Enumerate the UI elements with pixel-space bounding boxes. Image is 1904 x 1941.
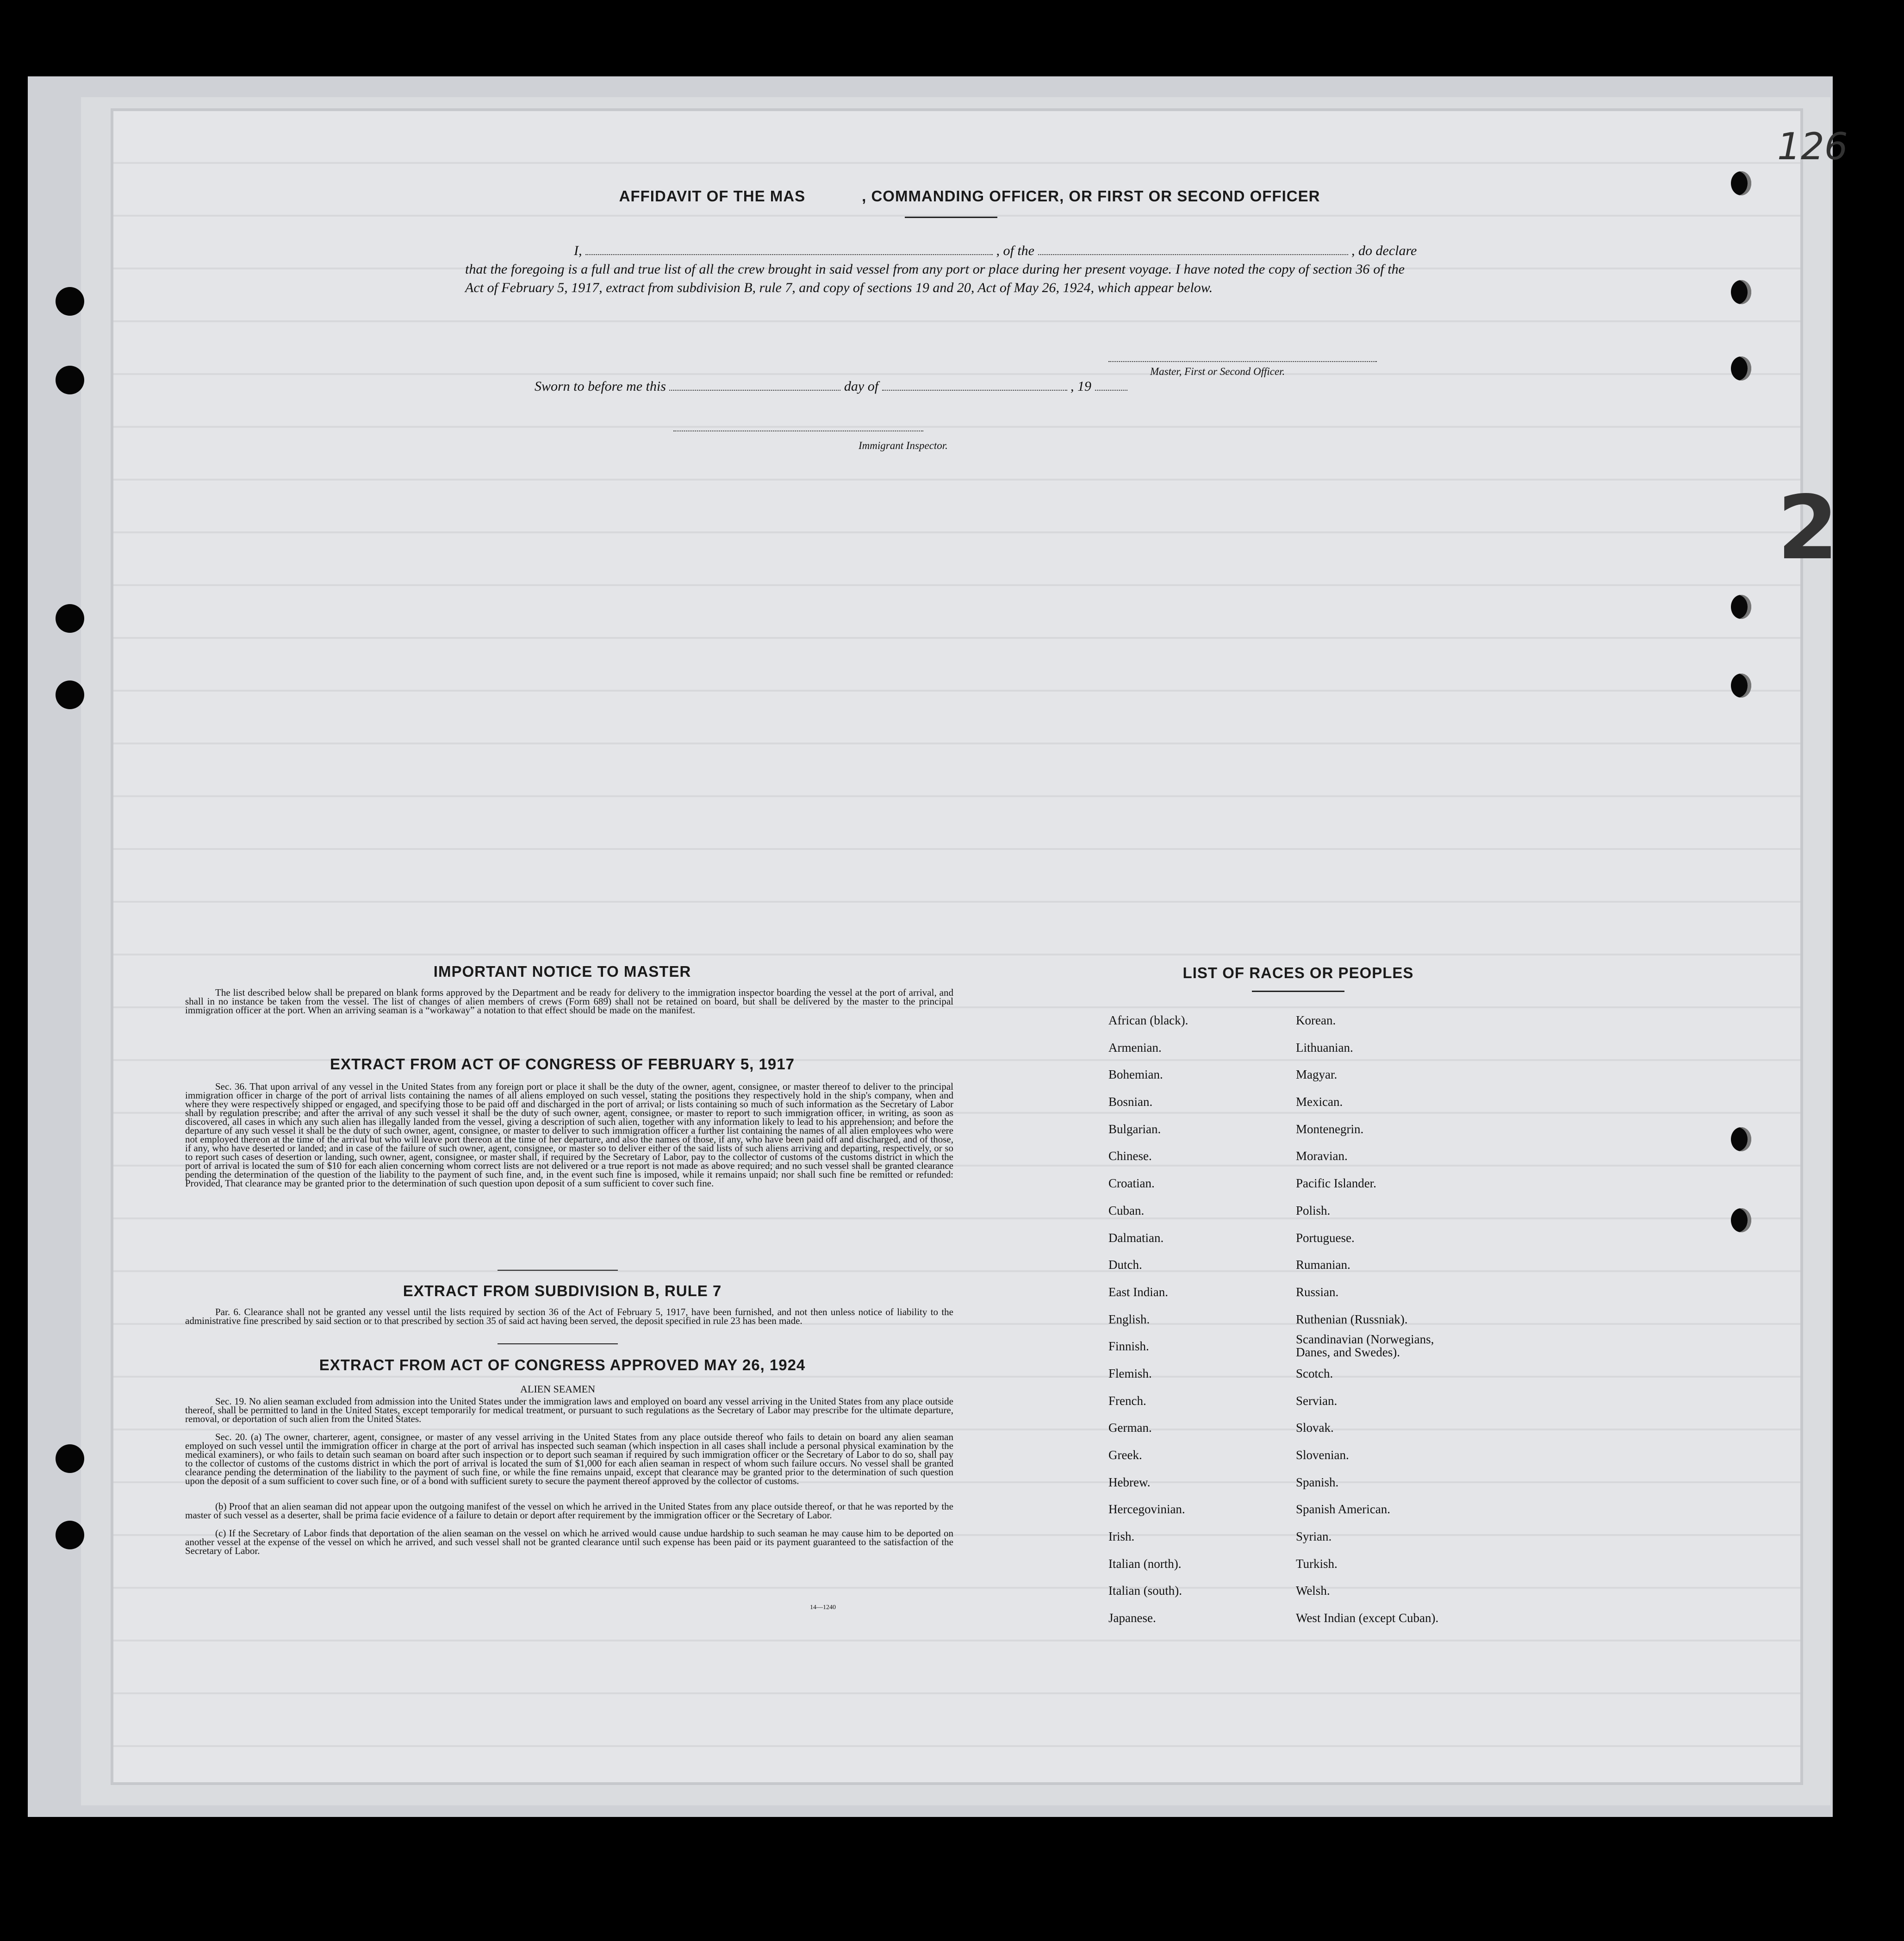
form-number: 14—1240 [810, 1604, 836, 1611]
race-item: Finnish. [1108, 1339, 1149, 1354]
race-item: Korean. [1296, 1013, 1336, 1027]
binder-hole [1731, 674, 1751, 698]
race-item: Ruthenian (Russniak). [1296, 1312, 1408, 1326]
handwritten-margin-mark: 2 [1777, 477, 1839, 579]
race-item: Polish. [1296, 1203, 1331, 1217]
races-right-column [1296, 1007, 1490, 1632]
race-item: Bohemian. [1108, 1067, 1163, 1082]
race-item: Rumanian. [1296, 1258, 1350, 1272]
race-item: West Indian (except Cuban). [1296, 1611, 1439, 1625]
race-item: Italian (south). [1108, 1584, 1182, 1598]
master-signature-line[interactable] [1108, 361, 1377, 363]
race-item: Italian (north). [1108, 1556, 1182, 1571]
affidavit-do-declare: , do declare [1351, 243, 1417, 258]
race-item: Servian. [1296, 1393, 1338, 1408]
race-item: Mexican. [1296, 1095, 1343, 1109]
race-item: Cuban. [1108, 1203, 1145, 1217]
binder-hole [1731, 1127, 1751, 1151]
day-blank[interactable] [669, 390, 840, 391]
extract-1924-subtitle: ALIEN SEAMEN [520, 1383, 595, 1395]
race-item: English. [1108, 1312, 1150, 1326]
race-item: Turkish. [1296, 1556, 1338, 1571]
extract-1917-text: Sec. 36. That upon arrival of any vessel in the United States from any foreign port or place it shall be the duty of the owner, agent, consignee, or master thereof to deliver to the principal immigration officer in charge of the port of arrival lists containing the names of all aliens employed on such vessel, stating the positions they respectively hold in the ship's company, when and where they were respectively shipped or engaged, and specifying those to be paid off and discharged in the port of arrival; or lists containing so much of such information as the Secretary of Labor shall by regulation prescribe; and after the arrival of any such vessel it shall be the duty of such owner, agent, consignee, or master to report to such immigration officer, in writing, as soon as discovered, all cases in which any such alien has illegally landed from the vessel, giving a description of such alien, together with any information likely to lead to his apprehension; and before the departure of any such vessel it shall be the duty of such owner, agent, consignee, or master to deliver to such immigration officer a further list containing the names of all alien employees who were not employed thereon at the time of the arrival but who will leave port thereon at the time of her departure, and also the names of those, if any, who have been paid off and discharged, and of those, if any, who have deserted or landed; and in case of the failure of such owner, agent, consignee, or master so to deliver either of the said lists of such aliens arriving and departing, respectively, or so to report such cases of desertion or landing, such owner, agent, consignee, or master shall, if required by the Secretary of Labor, pay to the collector of customs of the customs district in which the port of arrival is located the sum of $10 for each alien concerning whom correct lists are not delivered or a true report is not made as above required; and no such vessel shall be granted clearance pending the determination of the question of the liability to the payment of such fine, and, in the event such fine is imposed, while it remains unpaid; nor shall such fine be remitted or refunded: Provided, That clearance may be granted prior to the determination of such question upon deposit of a sum sufficient to cover such fine. [185, 1081, 953, 1189]
races-rule [1252, 991, 1344, 992]
sworn-day: day of [844, 379, 879, 394]
binder-hole [1731, 356, 1751, 381]
binder-hole [56, 366, 84, 394]
sworn-year: , 19 [1070, 379, 1092, 394]
race-item: Spanish American. [1296, 1502, 1390, 1517]
race-item: African (black). [1108, 1013, 1188, 1027]
race-item: Slovak. [1296, 1421, 1334, 1435]
affidavit-i: I, [574, 243, 582, 258]
name-blank[interactable] [585, 254, 993, 255]
year-blank[interactable] [1095, 390, 1127, 391]
race-item: French. [1108, 1393, 1146, 1408]
race-item: Greek. [1108, 1448, 1142, 1462]
race-item: Spanish. [1296, 1475, 1339, 1489]
month-blank[interactable] [882, 390, 1067, 391]
inspector-label: Immigrant Inspector. [859, 440, 948, 451]
race-item: Pacific Islander. [1296, 1176, 1376, 1191]
binder-hole [56, 287, 84, 316]
notice-title: IMPORTANT NOTICE TO MASTER [433, 963, 691, 980]
race-item: Montenegrin. [1296, 1122, 1364, 1136]
race-item: German. [1108, 1421, 1152, 1435]
race-item: Portuguese. [1296, 1230, 1355, 1245]
affidavit-line1 [465, 242, 1530, 260]
form-sheet [113, 111, 1800, 1782]
race-item: Dalmatian. [1108, 1230, 1164, 1245]
binder-hole [56, 604, 84, 633]
notice-text: The list described below shall be prepared on blank forms approved by the Department and be ready for delivery to the immigration inspector boarding the vessel at the port of arrival, and shall in no instance be taken from the vessel. The list of changes of alien members of crews (Form 689) shall not be retained on board, but shall be delivered by the master to the principal immigration officer at the port. When an arriving seaman is a “workaway” a notation to that effect should be made on the manifest. [185, 987, 953, 1016]
binder-hole [56, 1444, 84, 1473]
affidavit-body: that the foregoing is a full and true list of all the crew brought in said vessel from any port or place during her present voyage. I have noted the copy of section 36 of the Act of February 5, 1917, extract from subdivision B, rule 7, and copy of sections 19 and 20, Act of May 26, 1924, which appear below. [465, 262, 1405, 295]
binder-hole [1731, 171, 1751, 195]
race-item: Hercegovinian. [1108, 1502, 1185, 1517]
extract-rule7-text: Par. 6. Clearance shall not be granted any vessel until the lists required by section 36 of the Act of February 5, 1917, have been furnished, and not then unless notice of liability to the administrative fine prescribed by said section or to that prescribed by section 35 of said act having been served, the deposit specified in rule 23 has been made. [185, 1306, 953, 1326]
binder-hole [1731, 595, 1751, 619]
race-item: Moravian. [1296, 1149, 1348, 1163]
race-item: Scandinavian (Norwegians, Danes, and Swedes). [1296, 1332, 1434, 1360]
title-rule [905, 217, 997, 218]
race-item: Dutch. [1108, 1258, 1142, 1272]
race-item: Hebrew. [1108, 1475, 1151, 1489]
sworn-start: Sworn to before me this [535, 379, 666, 394]
extract-1924-sec20c: (c) If the Secretary of Labor finds that deportation of the alien seaman on the vessel on which he arrived would cause undue hardship to such seaman he may cause him to be deported on another vessel at the expense of the vessel on which he arrived, and such vessel shall not be granted clearance until such expense has been paid or its payment guaranteed to the satisfaction of the Secretary of Labor. [185, 1528, 953, 1556]
master-label: Master, First or Second Officer. [1150, 366, 1285, 377]
binder-hole [1731, 280, 1751, 304]
race-item: Welsh. [1296, 1584, 1330, 1598]
race-item: Japanese. [1108, 1611, 1156, 1625]
affidavit-of-the: , of the [996, 243, 1034, 258]
races-title: LIST OF RACES OR PEOPLES [1182, 964, 1414, 981]
section-rule [498, 1343, 618, 1344]
race-item: Russian. [1296, 1285, 1339, 1299]
extract-rule7-title: EXTRACT FROM SUBDIVISION B, RULE 7 [403, 1282, 722, 1299]
affidavit-title: AFFIDAVIT OF THE MAS , COMMANDING OFFICER, OR FIRST OR SECOND OFFICER [619, 187, 1320, 205]
race-item: Chinese. [1108, 1149, 1152, 1163]
race-item: Scotch. [1296, 1366, 1333, 1380]
race-item: East Indian. [1108, 1285, 1168, 1299]
race-item: Bosnian. [1108, 1095, 1153, 1109]
extract-1924-sec20b: (b) Proof that an alien seaman did not appear upon the outgoing manifest of the vessel on which he arrived in the United States from any place outside thereof, or that he was reported by the master of such vessel as a deserter, shall be prima facie evidence of a failure to detain or deport after requirement by the immigration officer or the Secretary of Labor. [185, 1501, 953, 1521]
race-item: Irish. [1108, 1529, 1135, 1544]
section-rule [498, 1270, 618, 1271]
race-item: Syrian. [1296, 1529, 1332, 1544]
race-item: Croatian. [1108, 1176, 1155, 1191]
vessel-blank[interactable] [1038, 254, 1348, 255]
handwritten-page-number: 126 [1777, 125, 1848, 168]
inspector-signature-line[interactable] [673, 431, 923, 432]
sworn-line [535, 377, 1127, 396]
binder-hole [56, 680, 84, 709]
extract-1924-title: EXTRACT FROM ACT OF CONGRESS APPROVED MAY 26, 1924 [319, 1356, 806, 1373]
extract-1924-sec20a: Sec. 20. (a) The owner, charterer, agent, consignee, or master of any vessel arriving in the United States from any place outside thereof who fails to detain on board any alien seaman employed on such vessel until the immigration officer in charge at the port of arrival has inspected such seaman (which inspection in all cases shall include a personal physical examination by the medical examiners), or who fails to detain such seaman on board after such inspection or to deport such seaman if required by such immigration officer or the Secretary of Labor to do so, shall pay to the collector of customs of the customs district in which the port of arrival is located the sum of $1,000 for each alien seaman in respect of whom such failure occurs. No vessel shall be granted clearance pending the determination of the liability to the payment of such fine, or while the fine remains unpaid, except that clearance may be granted prior to the determination of such question upon the deposit of a sum sufficient to cover such fine, or of a bond with sufficient surety to secure the payment thereof approved by the collector of customs. [185, 1431, 953, 1486]
race-item: Armenian. [1108, 1040, 1162, 1055]
extract-1924-sec19: Sec. 19. No alien seaman excluded from admission into the United States under the immigration laws and employed on board any vessel arriving in the United States from any place outside thereof, shall be permitted to land in the United States, except temporarily for medical treatment, or pursuant to such regulations as the Secretary of Labor may prescribe for the ultimate departure, removal, or deportation of such alien from the United States. [185, 1396, 953, 1424]
binder-hole [1731, 1208, 1751, 1232]
race-item: Bulgarian. [1108, 1122, 1161, 1136]
extract-1917-title: EXTRACT FROM ACT OF CONGRESS OF FEBRUARY 5, 1917 [330, 1055, 795, 1073]
race-item: Magyar. [1296, 1067, 1338, 1082]
binder-hole [56, 1521, 84, 1549]
race-item: Lithuanian. [1296, 1040, 1353, 1055]
races-left-column [1108, 1007, 1284, 1632]
race-item: Slovenian. [1296, 1448, 1349, 1462]
race-item: Flemish. [1108, 1366, 1152, 1380]
